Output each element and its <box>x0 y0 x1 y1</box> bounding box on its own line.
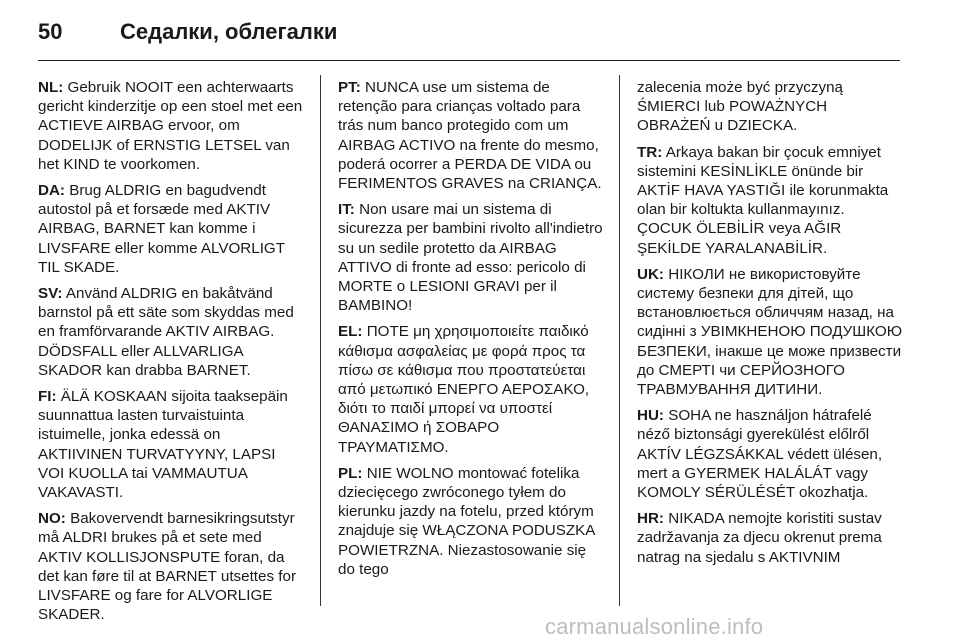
warning-paragraph-fi <box>38 387 304 502</box>
warning-text: ΠΟΤΕ μη χρησιμοποιείτε παιδικό κάθισμα ασφαλείας με φορά προς τα πίσω σε κάθισμα που προστατεύεται από μετωπικό ΕΝΕΡΓΟ ΑΕΡΟΣΑΚΟ, διότι το παιδί μπορεί να υποστεί ΘΑΝΑΣΙΜΟ ή ΣΟΒΑΡΟ ΤΡΑΥΜΑΤΙΣΜΟ. <box>338 323 590 456</box>
warning-paragraph-pt <box>338 78 604 193</box>
page-title: Седалки, облегалки <box>120 19 338 44</box>
warning-paragraph-pl-continued <box>637 78 903 136</box>
language-code: UK: <box>637 265 664 283</box>
page-number: 50 <box>38 19 63 44</box>
text-column-1 <box>38 78 304 631</box>
warning-paragraph-pl <box>338 464 604 579</box>
language-code: HR: <box>637 510 664 528</box>
page-header <box>0 0 960 62</box>
text-column-3 <box>637 78 903 574</box>
warning-paragraph-uk <box>637 265 903 399</box>
column-divider <box>320 75 321 606</box>
column-divider <box>619 75 620 606</box>
text-column-2 <box>338 78 604 586</box>
warning-paragraph-it <box>338 200 604 315</box>
language-code: TR: <box>637 143 663 161</box>
warning-paragraph-no <box>38 509 304 624</box>
language-code: IT: <box>338 201 355 219</box>
language-code: EL: <box>338 323 363 341</box>
warning-paragraph-hr <box>637 509 903 567</box>
warning-text: Använd ALDRIG en bakåtvänd barnstol på ett säte som skyddas med en framförvarande AKTIV AIRBAG. DÖDSFALL eller ALLVARLIGA SKADOR kan drabba BARNET. <box>38 285 294 379</box>
warning-text: Gebruik NOOIT een achterwaarts gericht kinderzitje op een stoel met een ACTIEVE AIRBAG ervoor, om DODELIJK of ERNSTIG LETSEL van het KIND te voorkomen. <box>38 79 303 173</box>
language-code: PL: <box>338 464 363 482</box>
warning-text: NIKADA nemojte koristiti sustav zadržavanja za djecu okrenut prema natrag na sjedalu s AKTIVNIM <box>637 510 882 566</box>
warning-paragraph-da <box>38 181 304 277</box>
language-code: NO: <box>38 510 66 528</box>
warning-text: NIE WOLNO montować fotelika dziecięcego zwróconego tyłem do kierunku jazdy na fotelu, przed którym znajduje się WŁĄCZONA PODUSZKA POWIETRZNA. Niezastosowanie się do tego <box>338 464 595 578</box>
warning-text: Non usare mai un sistema di sicurezza per bambini rivolto all'indietro su un sedile protetto da AIRBAG ATTIVO di fronte ad esso: pericolo di MORTE o LESIONI GRAVI per il BAMBINO! <box>338 201 603 315</box>
warning-paragraph-tr <box>637 143 903 258</box>
language-code: HU: <box>637 407 664 425</box>
warning-text: ÄLÄ KOSKAAN sijoita taaksepäin suunnattua lasten turvaistuinta istuimelle, jonka edessä on AKTIIVINEN TURVATYYNY, LAPSI VOI KUOLLA tai VAMMAUTUA VAKAVASTI. <box>38 388 288 502</box>
language-code: NL: <box>38 79 64 96</box>
warning-paragraph-nl <box>38 78 304 174</box>
warning-text: zalecenia może być przyczyną ŚMIERCI lub POWAŻNYCH OBRAŻEŃ u DZIECKA. <box>637 79 843 135</box>
warning-text: НІКОЛИ не використовуйте систему безпеки для дітей, що встановлюється обличчям назад, на сидінні з УВІМКНЕНОЮ ПОДУШКОЮ БЕЗПЕКИ, інакше це може призвести до СМЕРТІ чи СЕРЙОЗНОГО ТРАВМУВАННЯ ДИТИНИ. <box>637 265 903 399</box>
warning-text: NUNCA use um sistema de retenção para crianças voltado para trás num banco protegido com um AIRBAG ACTIVO na frente do mesmo, poderá ocorrer a PERDA DE VIDA ou FERIMENTOS GRAVES na CRIANÇA. <box>338 79 602 193</box>
language-code: SV: <box>38 285 63 303</box>
warning-text: SOHA ne használjon hátrafelé néző biztonsági gyerekülést előlről AKTÍV LÉGZSÁKKAL védett ülésen, mert a GYERMEK HALÁLÁT vagy KOMOLY SÉRÜLÉSÉT okozhatja. <box>637 407 883 502</box>
warning-text: Brug ALDRIG en bagudvendt autostol på et forsæde med AKTIV AIRBAG, BARNET kan komme i LIVSFARE eller komme ALVORLIGT TIL SKADE. <box>38 182 285 276</box>
warning-paragraph-el <box>338 322 604 456</box>
language-code: DA: <box>38 182 65 200</box>
warning-paragraph-sv <box>38 284 304 380</box>
warning-text: Arkaya bakan bir çocuk emniyet sistemini KESİNLİKLE önünde bir AKTİF HAVA YASTIĞI ile korunmakta olan bir koltukta kullanmayınız. ÇOCUK ÖLEBİLİR veya AĞIR ŞEKİLDE YARALANABİLİR. <box>637 143 889 257</box>
language-code: FI: <box>38 388 57 406</box>
header-divider <box>38 60 900 61</box>
watermark: carmanualsonline.info <box>545 614 764 639</box>
warning-paragraph-hu <box>637 406 903 502</box>
warning-text: Bakovervendt barnesikringsutstyr må ALDRI brukes på et sete med AKTIV KOLLISJONSPUTE foran, da det kan føre til at BARNET utsettes for LIVSFARE og fare for ALVORLIGE SKADER. <box>38 510 297 624</box>
language-code: PT: <box>338 79 361 96</box>
